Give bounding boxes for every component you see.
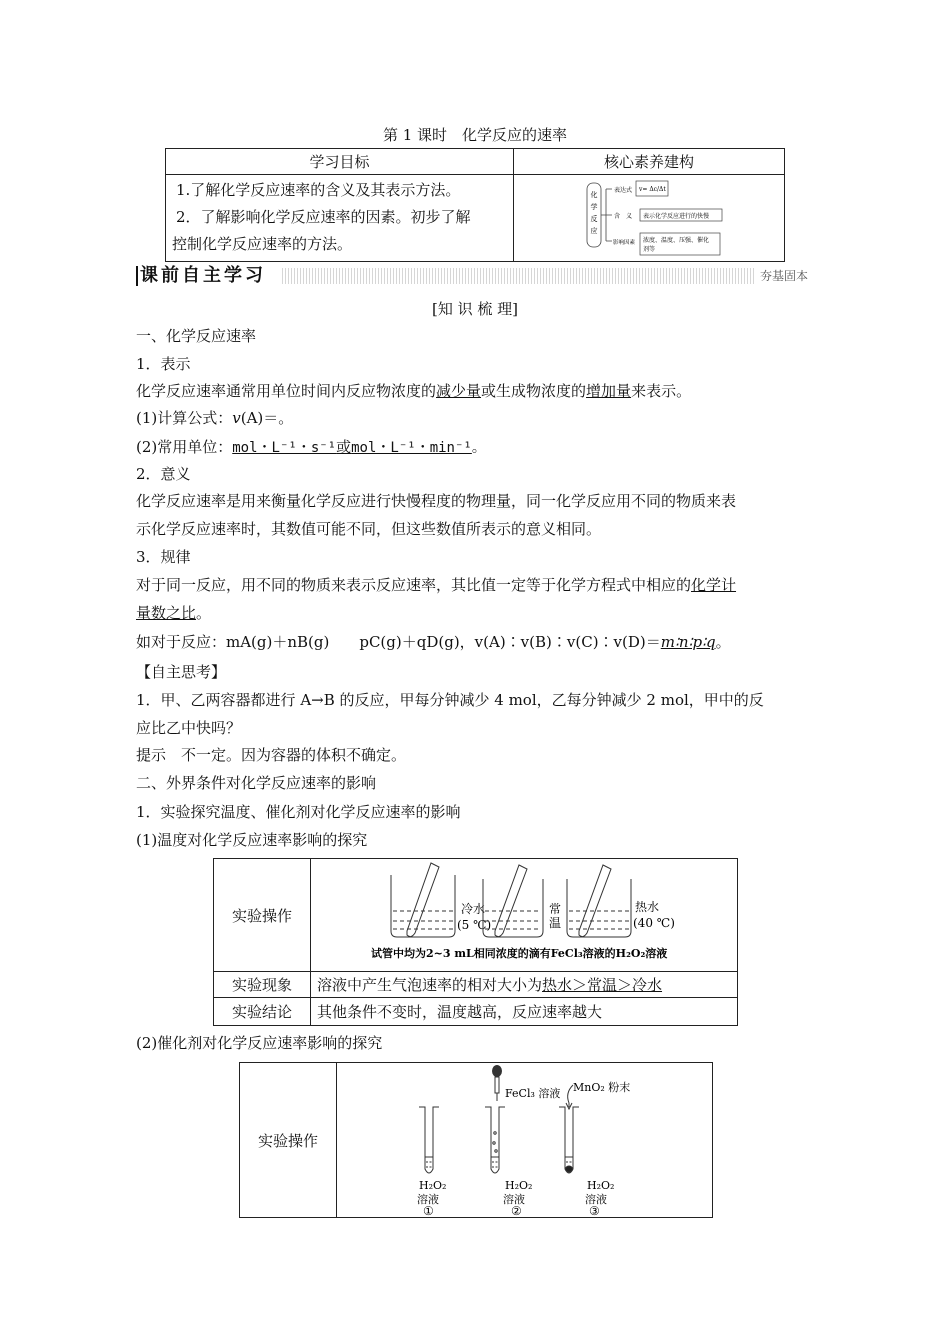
s1-unit [136,437,486,458]
temp-figure-caption: 试管中均为2~3 mL相同浓度的滴有FeCl₃溶液的H₂O₂溶液 [371,947,668,960]
label-hot-temp: (40 ℃) [633,916,675,930]
goal-2a: 2．了解影响化学反应速率的因素。初步了解 [176,208,471,226]
label-hot-water: 热水 [635,900,660,914]
temp-op-label: 实验操作 [214,859,311,972]
diagram-branch-3: 影响因素 [613,240,636,246]
temp-concl-label: 实验结论 [214,998,311,1026]
knowledge-subheading-text: [知 识 梳 理] [431,300,518,318]
reaction-example-end: 。 [715,633,731,651]
banner-title: 课前自主学习 [140,264,280,288]
temp-figure-cell [311,859,738,972]
mno2-arrow [566,1085,573,1109]
temperature-figure [311,859,736,971]
label-cold-temp: (5 ℃) [457,918,492,932]
s1-formula [136,408,293,428]
s1-unit-or: 或 [336,438,352,456]
temp-phen-cell [311,972,738,998]
s1-1-text-b: 或生成物浓度的 [481,382,587,400]
s1-unit-end: 。 [471,440,486,456]
answer-ratio: m∶n∶p∶q [660,633,716,651]
lesson-title-text: 第 1 课时 化学反应的速率 [382,126,568,144]
answer-unit-2: mol・L⁻¹・min⁻¹ [351,440,472,456]
temp-phen-text: 溶液中产生气泡速率的相对大小为 [317,976,543,994]
beaker-room [483,865,543,937]
soln-label-3: 溶液 [585,1193,607,1206]
diagram-formula: v= Δc/Δt [639,186,666,193]
diagram-factors-1: 浓度、温度、压强、催化 [643,237,710,244]
s1-1-text-c: 来表示。 [631,382,692,400]
dropper [492,1065,502,1101]
s1-item-2: 2．意义 [136,465,191,483]
goal-2b: 控制化学反应速率的方法。 [172,235,353,253]
test-tube-1 [419,1107,439,1173]
tube-number-2: ② [511,1204,522,1217]
label-room-2: 温 [549,916,562,930]
diagram-factors-2: 剂等 [643,246,656,253]
label-room-1: 常 [549,902,562,916]
core-literacy-diagram [514,175,784,261]
section-1-title: 一、化学反应速率 [136,327,257,345]
banner-left-mark [136,266,138,286]
h2o2-label-3: H₂O₂ [587,1179,615,1192]
answer-phenomenon: 热水＞常温＞冷水 [542,976,663,994]
section-2-title: 二、外界条件对化学反应速率的影响 [136,774,377,792]
answer-decrease: 减少量 [436,382,482,400]
diagram-meaning: 表示化学反应进行的快慢 [643,213,710,220]
goals-header-left: 学习目标 [166,149,514,175]
soln-label-1: 溶液 [417,1193,439,1206]
s1-1-text-a: 化学反应速率通常用单位时间内反应物浓度的 [136,382,437,400]
s1-3-text: 对于同一反应，用不同的物质来表示反应速率，其比值一定等于化学方程式中相应的 [136,576,692,594]
s2-1-2: (2)催化剂对化学反应速率影响的探究 [136,1034,383,1052]
goals-header-right: 核心素养建构 [514,149,785,175]
goals-table [165,148,785,262]
cat-op-label: 实验操作 [240,1063,337,1218]
goal-1: 1.了解化学反应速率的含义及其表示方法。 [176,181,461,199]
s1-3-line-1 [136,575,736,595]
h2o2-label-1: H₂O₂ [419,1179,447,1192]
tube-number-3: ③ [589,1204,600,1217]
diagram-root-4: 应 [590,227,598,235]
think-title: 【自主思考】 [136,663,227,681]
s1-2-line-1: 化学反应速率是用来衡量化学反应进行快慢程度的物理量，同一化学反应用不同的物质来表 [136,492,737,510]
s1-formula-rest: (A)＝。 [240,409,294,427]
reaction-example: 如对于反应：mA(g)＋nB(g) pC(g)＋qD(g)，v(A)∶v(B)∶v(C)∶v(D)＝ [136,633,661,651]
fecl3-label: FeCl₃ 溶液 [505,1087,561,1100]
soln-label-2: 溶液 [503,1193,525,1206]
s1-1-text [136,381,691,401]
banner-pattern [276,268,812,284]
beaker-hot [567,865,631,937]
diagram-branches [601,189,612,241]
lesson-title [0,124,950,145]
mno2-label: MnO₂ 粉末 [573,1081,631,1094]
s1-item-3: 3．规律 [136,548,191,566]
s1-3-line-2 [136,603,211,623]
diagram-branch-2: 含 义 [614,213,633,220]
answer-coefficient-a: 化学计 [691,576,737,594]
s1-formula-label: (1)计算公式： [136,409,233,427]
s1-2-line-2: 示化学反应速率时，其数值可能不同，但这些数值所表示的意义相同。 [136,520,602,538]
tube-number-1: ① [423,1204,434,1217]
s2-item-1: 1．实验探究温度、催化剂对化学反应速率的影响 [136,803,461,821]
s2-1-1: (1)温度对化学反应速率影响的探究 [136,831,368,849]
s1-item-1: 1．表示 [136,355,191,373]
cat-figure-cell [337,1063,713,1218]
knowledge-subheading [0,298,950,319]
think-q1: 1．甲、乙两容器都进行 A→B 的反应，甲每分钟减少 4 mol，乙每分钟减少 2 mol，甲中的反 [136,691,764,709]
label-cold-water: 冷水 [461,902,486,916]
temp-phen-label: 实验现象 [214,972,311,998]
answer-increase: 增加量 [586,382,632,400]
catalyst-figure [337,1063,711,1217]
h2o2-label-2: H₂O₂ [505,1179,533,1192]
test-tube-2 [485,1107,505,1173]
answer-unit-1: mol・L⁻¹・s⁻¹ [232,440,337,456]
think-q2: 应比乙中快吗？ [136,719,242,737]
s1-formula-v: v [232,409,241,427]
diagram-root-2: 学 [590,203,598,211]
diagram-branch-1: 表达式 [614,187,633,194]
beaker-cold [391,863,455,937]
temp-concl-text: 其他条件不变时，温度越高，反应速率越大 [311,998,738,1026]
goals-list [166,175,514,262]
s1-3-example [136,632,731,652]
core-diagram-cell [514,175,785,262]
think-hint: 提示 不一定。因为容器的体积不确定。 [136,746,407,764]
s1-unit-label: (2)常用单位： [136,438,233,456]
answer-coefficient-b: 量数之比 [136,604,197,622]
diagram-root-3: 反 [590,215,598,223]
diagram-root-1: 化 [590,191,598,199]
catalyst-table [239,1062,713,1218]
test-tube-3 [559,1107,579,1173]
s1-3-line-2-end: 。 [196,604,212,622]
banner-tag: 夯基固本 [756,267,812,284]
temperature-table [213,858,738,1026]
